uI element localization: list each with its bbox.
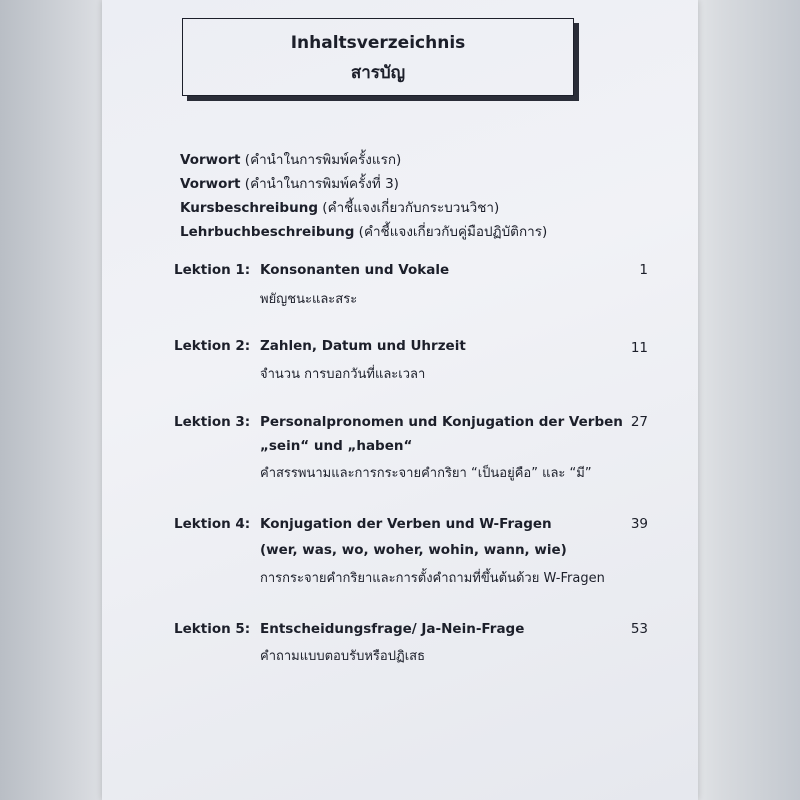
background-left [0, 0, 110, 800]
preface-label: Vorwort [180, 152, 241, 168]
title-thai: สารบัญ [350, 63, 406, 83]
lesson-subtitle: คำถามแบบตอบรับหรือปฏิเสธ [260, 649, 426, 664]
lesson-title-continued: „sein“ und „haben“ [260, 438, 413, 454]
lesson-title: Konjugation der Verben und W-Fragen [260, 516, 552, 532]
title-german: Inhaltsverzeichnis [290, 33, 466, 53]
preface-entry [180, 220, 547, 242]
lesson-page: 53 [630, 621, 648, 637]
lesson-number: Lektion 2: [174, 338, 251, 354]
preface-entry [180, 148, 401, 170]
preface-label: Kursbeschreibung [180, 200, 318, 216]
lesson-page: 1 [639, 262, 648, 278]
lesson-title-continued: (wer, was, wo, woher, wohin, wann, wie) [260, 542, 567, 558]
lesson-subtitle: คำสรรพนามและการกระจายคำกริยา “เป็นอยู่คือ” และ “มี” [260, 466, 592, 481]
preface-label: Vorwort [180, 176, 241, 192]
lesson-subtitle: จำนวน การบอกวันที่และเวลา [260, 367, 426, 382]
preface-label: Lehrbuchbeschreibung [180, 224, 355, 240]
preface-note: (คำนำในการพิมพ์ครั้งแรก) [244, 152, 402, 168]
lesson-subtitle: พยัญชนะและสระ [260, 292, 358, 307]
lesson-number: Lektion 5: [174, 621, 251, 637]
background-right [690, 0, 800, 800]
preface-note: (คำชี้แจงเกี่ยวกับกระบวนวิชา) [322, 200, 500, 216]
lesson-title: Konsonanten und Vokale [260, 262, 450, 278]
lesson-page: 39 [630, 516, 648, 532]
preface-note: (คำชี้แจงเกี่ยวกับคู่มือปฏิบัติการ) [358, 224, 548, 240]
lesson-subtitle: การกระจายคำกริยาและการตั้งคำถามที่ขึ้นต้นด้วย W-Fragen [260, 571, 605, 586]
lesson-title: Zahlen, Datum und Uhrzeit [260, 338, 466, 354]
lesson-title: Entscheidungsfrage/ Ja-Nein-Frage [260, 621, 525, 637]
lesson-page: 11 [630, 340, 648, 356]
preface-entry [180, 196, 499, 218]
preface-entry [180, 172, 399, 194]
lesson-number: Lektion 1: [174, 262, 251, 278]
lesson-title: Personalpronomen und Konjugation der Verben [260, 414, 623, 430]
book-page [102, 0, 698, 800]
lesson-number: Lektion 3: [174, 414, 251, 430]
lesson-number: Lektion 4: [174, 516, 251, 532]
title-box [182, 18, 574, 96]
preface-note: (คำนำในการพิมพ์ครั้งที่ 3) [244, 176, 399, 192]
lesson-page: 27 [630, 414, 648, 430]
